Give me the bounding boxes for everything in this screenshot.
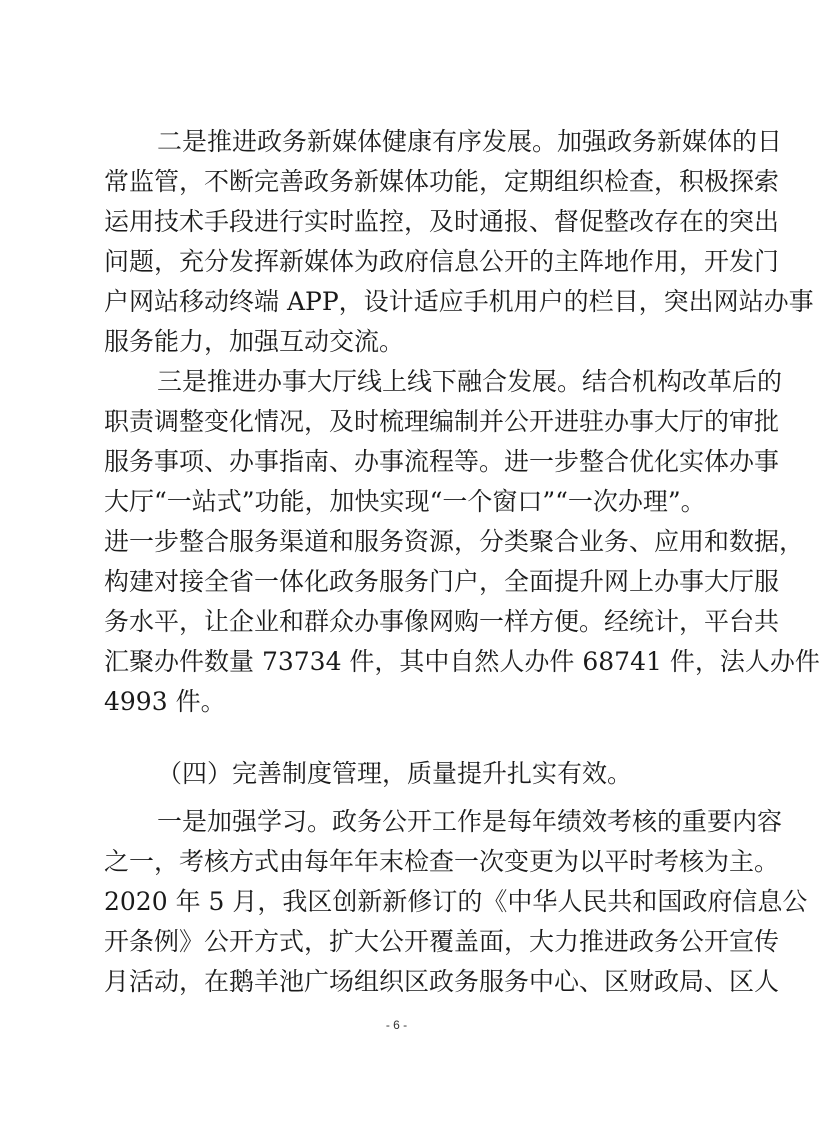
text-line: 服务事项、办事指南、办事流程等。进一步整合优化实体办事 bbox=[104, 447, 780, 476]
text-line: 汇聚办件数量 73734 件，其中自然人办件 68741 件，法人办件 bbox=[104, 647, 820, 676]
text-line: 开条例》公开方式，扩大公开覆盖面，大力推进政务公开宣传 bbox=[104, 927, 780, 956]
text-line: 运用技术手段进行实时监控，及时通报、督促整改存在的突出 bbox=[104, 207, 780, 236]
text-line: 常监管，不断完善政务新媒体功能，定期组织检查，积极探索 bbox=[104, 167, 780, 196]
text-line: 月活动，在鹅羊池广场组织区政务服务中心、区财政局、区人 bbox=[104, 967, 780, 996]
text-line: 进一步整合服务渠道和服务资源，分类聚合业务、应用和数据， bbox=[104, 527, 805, 556]
text-line: 一是加强学习。政务公开工作是每年绩效考核的重要内容 bbox=[157, 807, 783, 836]
text-line: 4993 件。 bbox=[104, 687, 226, 716]
page-number: - 6 - bbox=[385, 1018, 408, 1032]
text-line: 三是推进办事大厅线上线下融合发展。结合机构改革后的 bbox=[157, 367, 783, 396]
text-line: 务水平，让企业和群众办事像网购一样方便。经统计，平台共 bbox=[104, 607, 780, 636]
text-line: 职责调整变化情况，及时梳理编制并公开进驻办事大厅的审批 bbox=[104, 407, 780, 436]
text-line: 大厅“一站式”功能，加快实现“一个窗口”“一次办理”。 bbox=[104, 487, 706, 516]
heading-text: （四）完善制度管理，质量提升扎实有效。 bbox=[157, 759, 633, 788]
paragraph-service-hall bbox=[104, 362, 820, 722]
text-line: 户网站移动终端 APP，设计适应手机用户的栏目，突出网站办事 bbox=[104, 287, 814, 316]
paragraph-new-media bbox=[104, 122, 814, 362]
paragraph-study bbox=[104, 802, 808, 1002]
section-heading bbox=[104, 754, 694, 794]
text-line: 之一，考核方式由每年年末检查一次变更为以平时考核为主。 bbox=[104, 847, 780, 876]
text-line: 二是推进政务新媒体健康有序发展。加强政务新媒体的日 bbox=[157, 127, 783, 156]
text-line: 服务能力，加强互动交流。 bbox=[104, 327, 405, 356]
document-body bbox=[104, 122, 820, 1002]
text-line: 构建对接全省一体化政务服务门户，全面提升网上办事大厅服 bbox=[104, 567, 780, 596]
text-line: 2020 年 5 月，我区创新新修订的《中华人民共和国政府信息公 bbox=[104, 887, 808, 916]
text-line: 问题，充分发挥新媒体为政府信息公开的主阵地作用，开发门 bbox=[104, 247, 780, 276]
